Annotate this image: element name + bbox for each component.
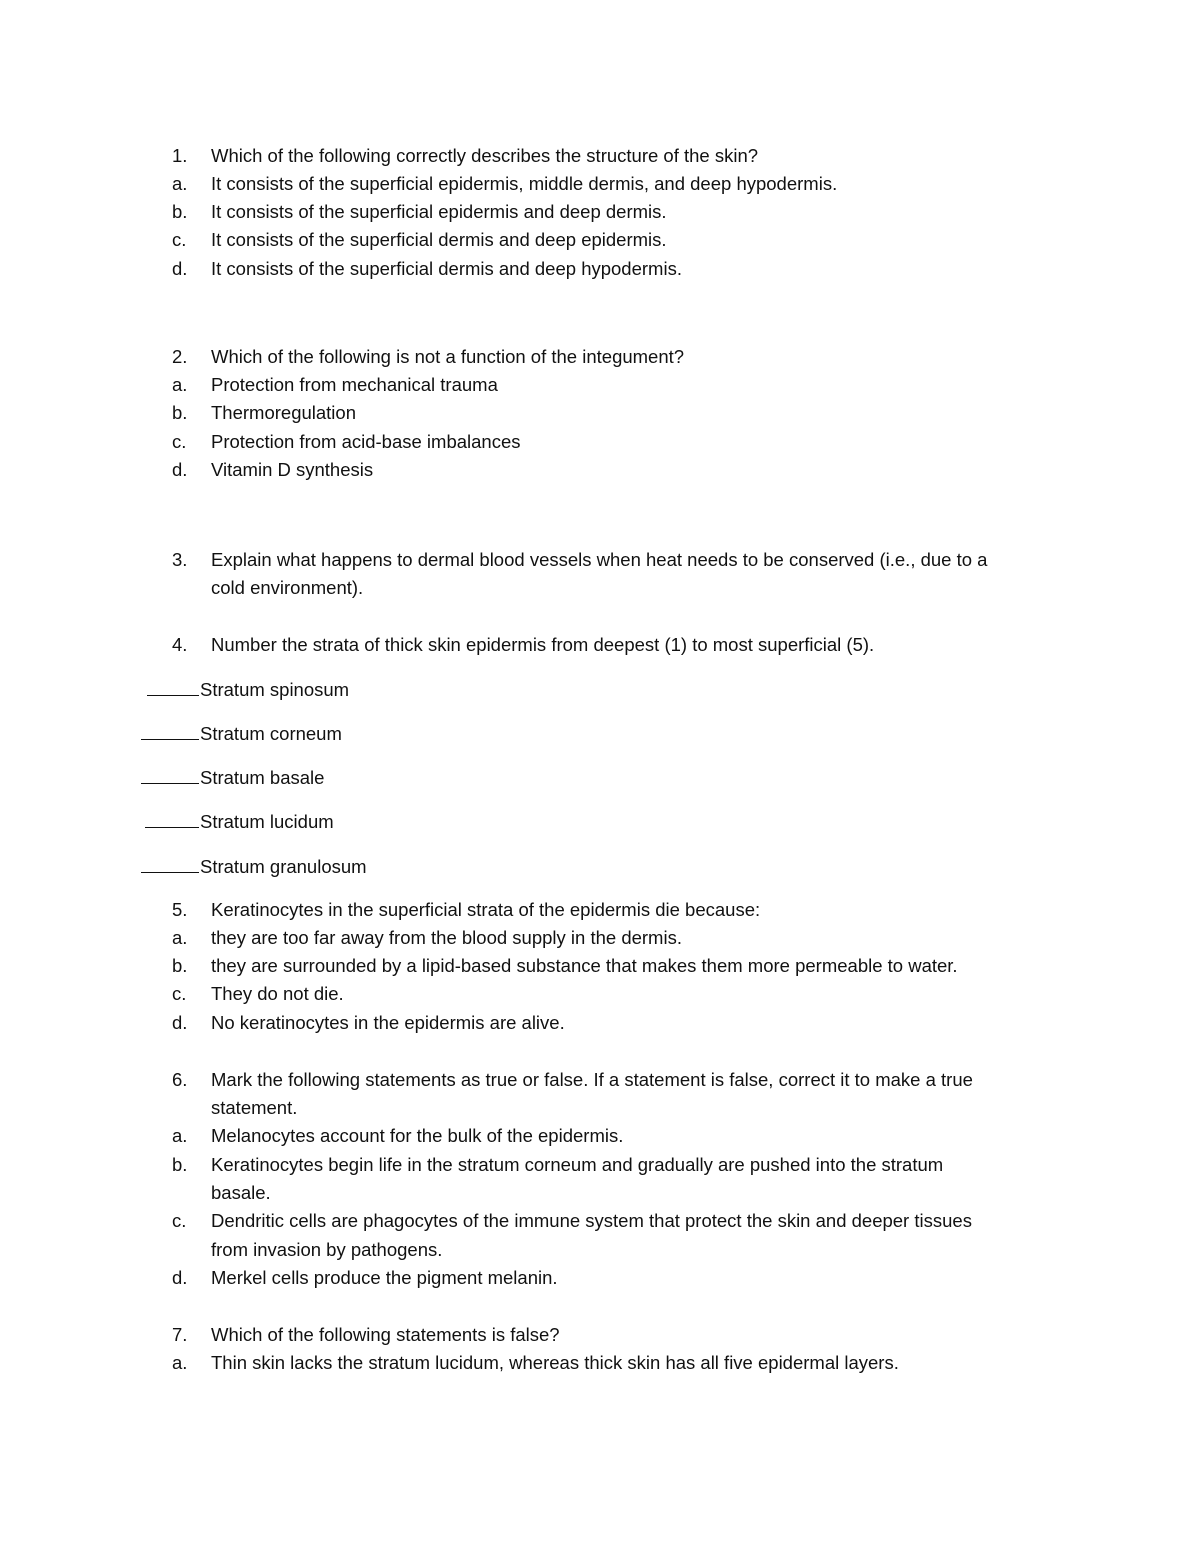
- strata-label: Stratum granulosum: [200, 856, 367, 877]
- question-text: Number the strata of thick skin epidermis from deepest (1) to most superficial (5).: [211, 634, 875, 655]
- answer-blank[interactable]: [147, 675, 199, 696]
- option-letter: c.: [172, 1210, 187, 1231]
- strata-item-basale: [141, 763, 324, 791]
- option-text: Thin skin lacks the stratum lucidum, whereas thick skin has all five epidermal layers.: [211, 1352, 899, 1373]
- option-letter: b.: [172, 201, 188, 222]
- question-number: 1.: [172, 145, 188, 166]
- option-letter: b.: [172, 402, 188, 423]
- option-text: Melanocytes account for the bulk of the epidermis.: [211, 1125, 624, 1146]
- option-text: Protection from acid-base imbalances: [211, 431, 521, 452]
- strata-label: Stratum lucidum: [200, 811, 334, 832]
- question-text: Mark the following statements as true or false. If a statement is false, correct it to make a true: [211, 1069, 973, 1090]
- option-letter: b.: [172, 1154, 188, 1175]
- option-text: they are surrounded by a lipid-based substance that makes them more permeable to water.: [211, 955, 958, 976]
- option-text: Protection from mechanical trauma: [211, 374, 498, 395]
- answer-blank[interactable]: [141, 763, 199, 784]
- option-text: from invasion by pathogens.: [211, 1239, 443, 1260]
- answer-blank[interactable]: [145, 807, 199, 828]
- option-letter: b.: [172, 955, 188, 976]
- question-text: Which of the following is not a function of the integument?: [211, 346, 685, 367]
- option-letter: d.: [172, 1267, 188, 1288]
- question-text: Explain what happens to dermal blood vessels when heat needs to be conserved (i.e., due to a: [211, 549, 988, 570]
- strata-label: Stratum basale: [200, 767, 325, 788]
- question-number: 6.: [172, 1069, 188, 1090]
- option-letter: d.: [172, 258, 188, 279]
- option-letter: a.: [172, 1125, 188, 1146]
- question-text: Which of the following statements is false?: [211, 1324, 560, 1345]
- option-text: Keratinocytes begin life in the stratum corneum and gradually are pushed into the stratum: [211, 1154, 944, 1175]
- option-letter: a.: [172, 1352, 188, 1373]
- option-text: They do not die.: [211, 983, 344, 1004]
- question-number: 3.: [172, 549, 188, 570]
- option-letter: a.: [172, 374, 188, 395]
- option-text: It consists of the superficial dermis and deep epidermis.: [211, 229, 667, 250]
- question-text: Which of the following correctly describes the structure of the skin?: [211, 145, 759, 166]
- strata-label: Stratum corneum: [200, 723, 342, 744]
- option-letter: c.: [172, 431, 187, 452]
- question-number: 2.: [172, 346, 188, 367]
- option-letter: c.: [172, 229, 187, 250]
- option-letter: a.: [172, 927, 188, 948]
- question-text: cold environment).: [211, 577, 364, 598]
- option-text: Vitamin D synthesis: [211, 459, 374, 480]
- question-text: statement.: [211, 1097, 298, 1118]
- question-text: Keratinocytes in the superficial strata of the epidermis die because:: [211, 899, 761, 920]
- strata-label: Stratum spinosum: [200, 679, 350, 700]
- option-letter: d.: [172, 1012, 188, 1033]
- answer-blank[interactable]: [141, 852, 199, 873]
- question-number: 4.: [172, 634, 188, 655]
- option-text: basale.: [211, 1182, 271, 1203]
- option-text: It consists of the superficial epidermis, middle dermis, and deep hypodermis.: [211, 173, 838, 194]
- question-number: 7.: [172, 1324, 188, 1345]
- option-letter: c.: [172, 983, 187, 1004]
- strata-item-granulosum: [141, 852, 367, 880]
- option-text: Thermoregulation: [211, 402, 356, 423]
- answer-blank[interactable]: [141, 719, 199, 740]
- option-text: Dendritic cells are phagocytes of the immune system that protect the skin and deeper tissues: [211, 1210, 972, 1231]
- option-text: Merkel cells produce the pigment melanin.: [211, 1267, 558, 1288]
- option-letter: a.: [172, 173, 188, 194]
- question-number: 5.: [172, 899, 188, 920]
- option-text: It consists of the superficial dermis and deep hypodermis.: [211, 258, 682, 279]
- strata-item-spinosum: [147, 675, 349, 703]
- option-text: It consists of the superficial epidermis and deep dermis.: [211, 201, 667, 222]
- option-letter: d.: [172, 459, 188, 480]
- strata-item-corneum: [141, 719, 342, 747]
- option-text: they are too far away from the blood supply in the dermis.: [211, 927, 682, 948]
- strata-item-lucidum: [145, 807, 334, 835]
- option-text: No keratinocytes in the epidermis are alive.: [211, 1012, 565, 1033]
